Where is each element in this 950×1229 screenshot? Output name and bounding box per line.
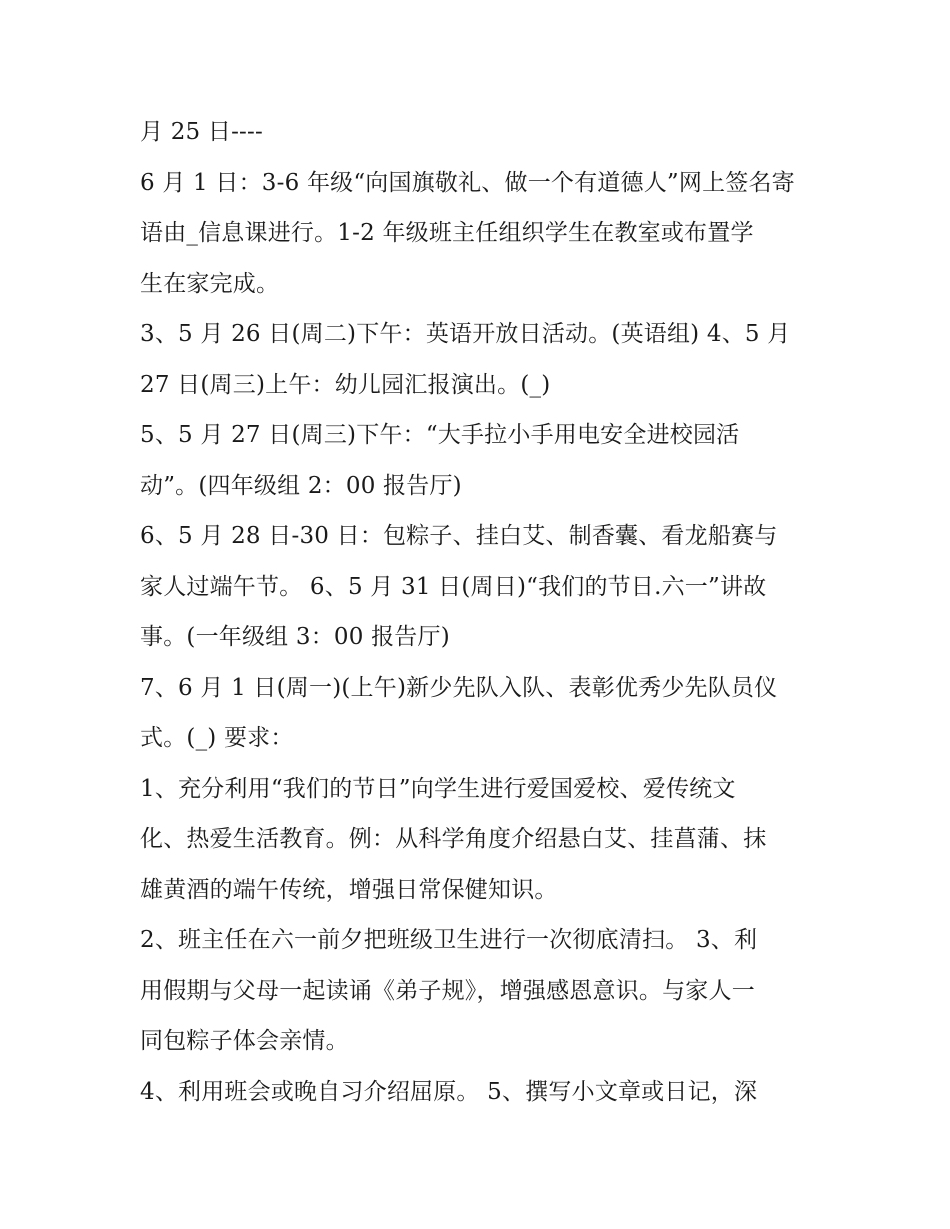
text-line: 月 25 日----	[140, 119, 263, 145]
text-line: 同包粽子体会亲情。	[140, 1028, 349, 1054]
text-line: 式。(_) 要求：	[140, 725, 294, 751]
text-line: 化、热爱生活教育。例：从科学角度介绍悬白艾、挂菖蒲、抹	[140, 826, 767, 852]
document-body	[140, 107, 820, 1117]
text-line: 5、5 月 27 日(周三)下午：“大手拉小手用电安全进校园活	[140, 422, 740, 448]
text-line: 家人过端午节。 6、5 月 31 日(周日)“我们的节日.六一”讲故	[140, 573, 767, 600]
text-line: 雄黄酒的端午传统，增强日常保健知识。	[140, 876, 558, 903]
text-line: 7、6 月 1 日(周一)(上午)新少先队入队、表彰优秀少先队员仪	[140, 674, 778, 701]
text-line: 2、班主任在六一前夕把班级卫生进行一次彻底清扫。 3、利	[140, 927, 758, 953]
text-line: 6 月 1 日：3-6 年级“向国旗敬礼、做一个有道德人”网上签名寄	[140, 169, 795, 196]
text-line: 语由_信息课进行。1-2 年级班主任组织学生在教室或布置学	[140, 220, 754, 246]
text-line: 27 日(周三)上午：幼儿园汇报演出。(_)	[140, 371, 551, 398]
text-line: 用假期与父母一起读诵《弟子规》，增强感恩意识。与家人一	[140, 977, 755, 1004]
text-line: 1、充分利用“我们的节日”向学生进行爱国爱校、爱传统文	[140, 775, 736, 802]
text-line: 生在家完成。	[140, 270, 280, 297]
text-line: 6、5 月 28 日-30 日：包粽子、挂白艾、制香囊、看龙船赛与	[140, 523, 778, 549]
text-line: 动”。(四年级组 2：00 报告厅)	[140, 472, 462, 499]
text-line: 3、5 月 26 日(周二)下午：英语开放日活动。(英语组) 4、5 月	[140, 321, 791, 347]
text-line: 事。(一年级组 3：00 报告厅)	[140, 624, 450, 650]
text-line: 4、利用班会或晚自习介绍屈原。 5、撰写小文章或日记，深	[140, 1078, 758, 1105]
